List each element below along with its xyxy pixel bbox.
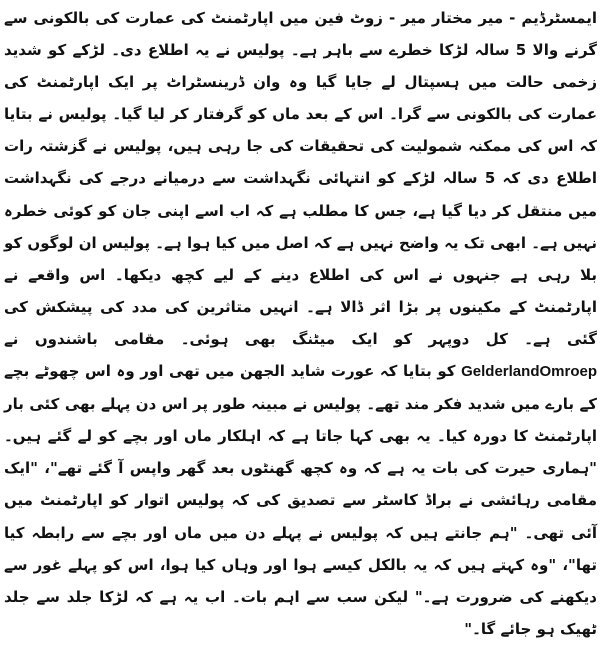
article-text-part-2: کو بتایا کہ عورت شاید الجھن میں تھی اور وہ اس چھوٹے بچے کے بارے میں شدید فکر مند تھے۔ پولیس نے مبینہ طور پر اس دن پہلے بھی کئی بار اپارٹمنٹ کا دورہ کیا۔ یہ بھی کہا جاتا ہے کہ اہلکار ماں اور بچے کو لے گئے ہیں۔ "ہماری حیرت کی بات یہ ہے کہ وہ کچھ گھنٹوں بعد گھر واپس آ گئے تھے"، "ایک مقامی رہائشی نے براڈ کاسٹر سے تصدیق کی کہ پولیس اتوار کو اپارٹمنٹ میں آئی تھی۔ "ہم جانتے ہیں کہ پولیس نے پہلے دن میں ماں اور بچے سے رابطہ کیا تھا"، "وہ کہتے ہیں کہ یہ بالکل کیسے ہوا اور وہاں کیا ہوا، اس کو پہلے غور سے دیکھنے کی ضرورت ہے۔" لیکن سب سے اہم بات۔ اب یہ ہے کہ لڑکا جلد سے جلد ٹھیک ہو جائے گا۔" [4, 362, 597, 638]
source-name: GelderlandOmroep [461, 363, 597, 381]
article-text-part-1: ایمسٹرڈیم - میر مختار میر - زوٹ فین میں اپارٹمنٹ کی عمارت کی بالکونی سے گرنے والا 5 سالہ لڑکا خطرے سے باہر ہے۔ پولیس نے یہ اطلاع دی۔ لڑکے کو شدید زخمی حالت میں ہسپتال لے جایا گیا وہ وان ڈرینسٹراٹ پر ایک اپارٹمنٹ کی عمارت کی بالکونی سے گرا۔ اس کے بعد ماں کو گرفتار کر لیا گیا۔ پولیس نے بتایا کہ اس کی ممکنہ شمولیت کی تحقیقات کی جا رہی ہیں، پولیس نے گزشتہ رات اطلاع دی کہ 5 سالہ لڑکے کو انتہائی نگہداشت سے درمیانے درجے کی نگہداشت میں منتقل کر دیا گیا ہے، جس کا مطلب ہے کہ اب اسے اپنی جان کو کوئی خطرہ نہیں ہے۔ ابھی تک یہ واضح نہیں ہے کہ اصل میں کیا ہوا ہے۔ پولیس ان لوگوں کو بلا رہی ہے جنہوں نے اس کی اطلاع دینے کے لیے کچھ دیکھا۔ اس واقعے نے اپارٹمنٹ کے مکینوں پر بڑا اثر ڈالا ہے۔ انہیں متاثرین کی مدد کی پیشکش کی گئی ہے۔ کل دوپہر کو ایک میٹنگ بھی ہوئی۔ مقامی باشندوں نے [4, 9, 597, 348]
